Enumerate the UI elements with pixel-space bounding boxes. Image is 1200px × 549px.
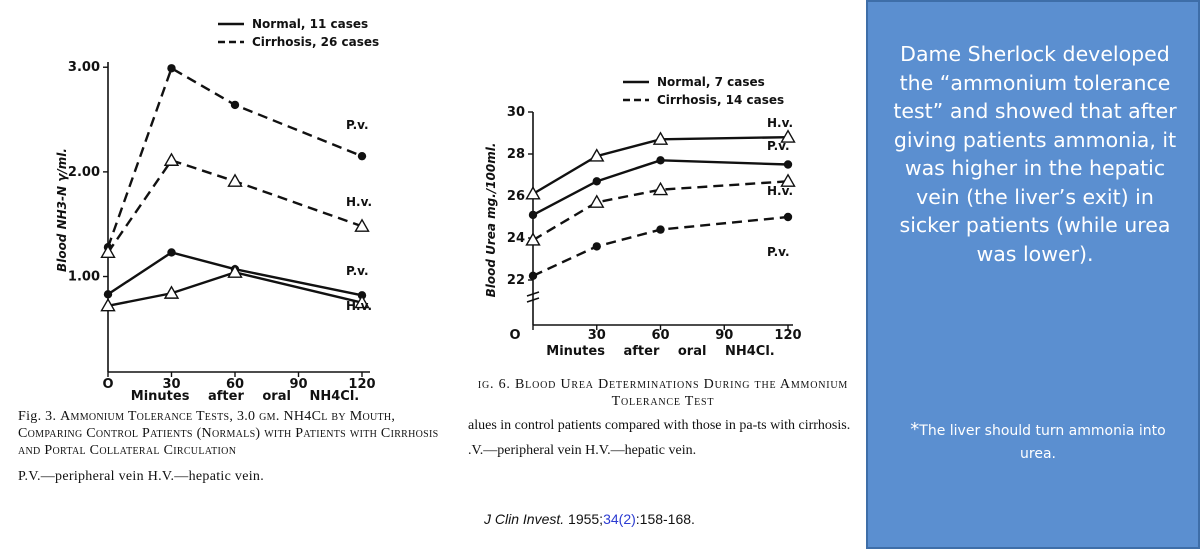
data-point-dot	[167, 248, 175, 256]
footnote-star: *	[910, 419, 920, 440]
x-tick-label: 30	[587, 328, 606, 343]
y-axis-label: Blood NH3-N γ/ml.	[55, 148, 69, 272]
data-point-dot	[167, 64, 175, 72]
series-end-label: H.v.	[767, 116, 794, 130]
x-tick-label: 30	[162, 377, 181, 392]
data-point-dot	[784, 160, 792, 168]
y-axis-label: Blood Urea mg./100ml.	[484, 142, 498, 298]
ammonia-tolerance-chart	[0, 0, 465, 405]
blood-urea-chart	[465, 60, 865, 370]
data-point-triangle	[527, 234, 540, 245]
figure-6-title: Blood Urea Determinations During the Ammonium Tolerance Test	[515, 377, 849, 409]
x-tick-label: O	[102, 377, 114, 392]
series-line-cirrhosis-pv	[108, 68, 362, 247]
explanation-panel	[866, 0, 1200, 549]
x-axis-label: Minutes after oral NH4Cl.	[130, 389, 360, 404]
figure-3-caption	[18, 408, 450, 485]
data-point-dot	[593, 242, 601, 250]
legend-cirrhosis-label: Cirrhosis, 26 cases	[252, 35, 380, 49]
x-tick-label: 120	[348, 377, 376, 392]
x-tick-label: O	[509, 328, 521, 343]
figure-3-note: P.V.—peripheral vein H.V.—hepatic vein.	[18, 469, 265, 484]
data-point-dot	[358, 152, 366, 160]
figure-6-note: .V.—peripheral vein H.V.—hepatic vein.	[468, 443, 697, 458]
citation-year: 1955;	[564, 511, 604, 527]
figure-6-caption	[468, 376, 858, 459]
data-point-dot	[656, 225, 664, 233]
citation-pages: :158-168.	[635, 511, 695, 527]
figure-3-title: Ammonium Tolerance Tests, 3.0 gm. NH4Cl by Mouth, Comparing Control Patients (Normals) with Patients with Cirrhosis and Portal Collateral Circulation	[18, 409, 439, 458]
panel-footnote	[898, 418, 1178, 466]
x-tick-label: 90	[289, 377, 308, 392]
data-point-triangle	[165, 154, 178, 165]
x-tick-label: 120	[774, 328, 802, 343]
data-point-triangle	[229, 175, 242, 186]
y-tick-label: 22	[506, 273, 525, 288]
data-point-dot	[529, 272, 537, 280]
footnote-text: The liver should turn ammonia into urea.	[919, 423, 1166, 462]
legend-normal-label: Normal, 11 cases	[252, 17, 369, 31]
y-tick-label: 30	[506, 105, 525, 120]
series-end-label: P.v.	[346, 118, 369, 132]
x-tick-label: 60	[225, 377, 245, 392]
citation-journal: J Clin Invest.	[484, 511, 565, 527]
series-end-label: P.v.	[346, 264, 369, 278]
x-tick-label: 90	[715, 328, 734, 343]
y-tick-label: 3.00	[67, 60, 100, 76]
data-point-triangle	[590, 196, 603, 207]
y-tick-label: 24	[506, 231, 525, 246]
data-point-dot	[593, 177, 601, 185]
data-point-dot	[656, 156, 664, 164]
series-end-label: H.v.	[346, 299, 373, 313]
y-tick-label: 1.00	[67, 269, 100, 285]
data-point-dot	[529, 211, 537, 219]
series-end-label: P.v.	[767, 245, 790, 259]
data-point-dot	[104, 290, 112, 298]
y-tick-label: 26	[506, 189, 525, 204]
data-point-triangle	[527, 187, 540, 198]
data-point-dot	[784, 213, 792, 221]
data-point-dot	[231, 101, 239, 109]
figure-3-label: Fig. 3.	[18, 409, 57, 424]
series-end-label: P.v.	[767, 139, 790, 153]
data-point-triangle	[654, 183, 667, 194]
series-end-label: H.v.	[767, 184, 794, 198]
legend-cirrhosis-label: Cirrhosis, 14 cases	[657, 93, 785, 107]
y-tick-label: 28	[506, 147, 525, 162]
legend-normal-label: Normal, 7 cases	[657, 75, 765, 89]
citation	[484, 511, 695, 527]
x-tick-label: 60	[651, 328, 670, 343]
series-end-label: H.v.	[346, 195, 373, 209]
citation-issue-link[interactable]: 34(2)	[603, 511, 636, 527]
x-axis-label: Minutes after oral NH4Cl.	[546, 344, 775, 359]
panel-main-text: Dame Sherlock developed the “ammonium tolerance test” and showed that after giving patients ammonia, it was higher in the hepatic vein (the liver’s exit) in sicker patients (while urea was lower).	[893, 42, 1177, 266]
y-tick-label: 2.00	[67, 164, 100, 180]
figure-6-label: ig. 6.	[477, 377, 511, 392]
figure-6-body: alues in control patients compared with those in pa-ts with cirrhosis.	[468, 418, 851, 433]
